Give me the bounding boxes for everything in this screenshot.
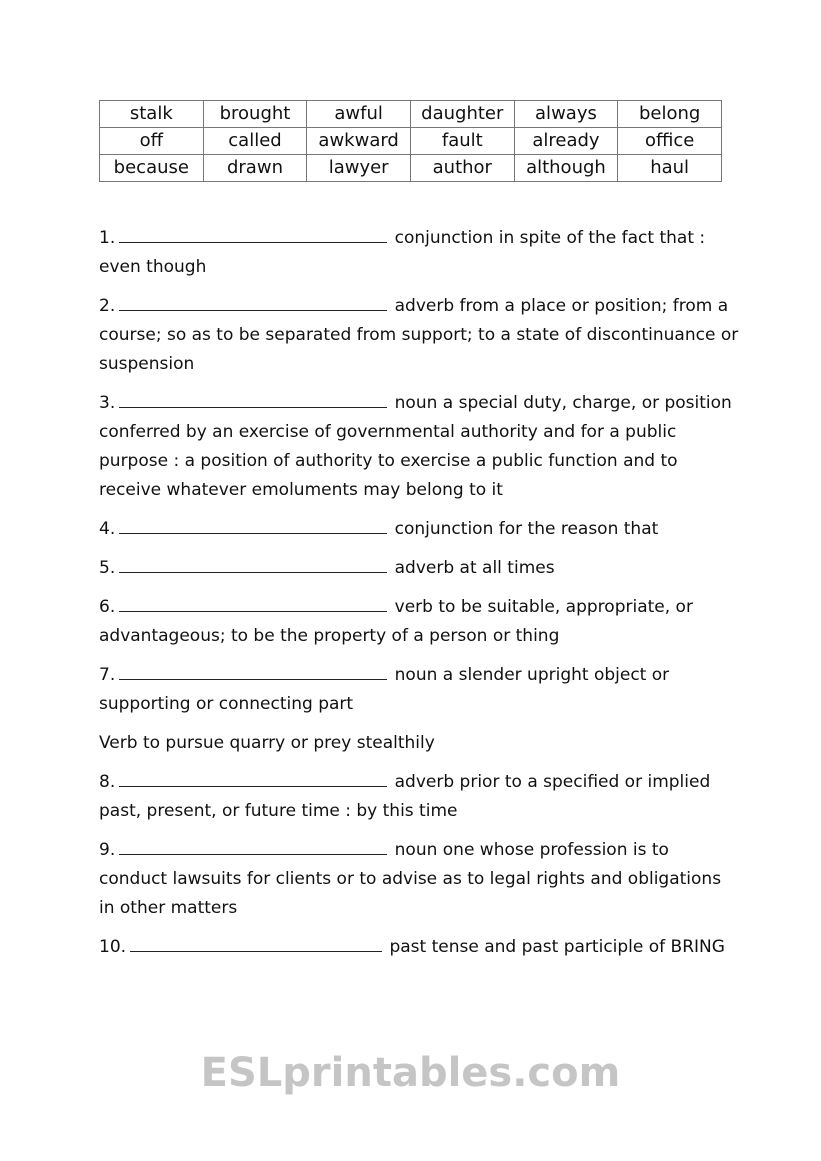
word-cell: brought	[203, 101, 307, 128]
item-definition: conjunction in spite of the fact that : even though	[99, 228, 706, 277]
word-cell: drawn	[203, 155, 307, 182]
answer-blank[interactable]	[119, 594, 387, 612]
answer-blank[interactable]	[119, 516, 387, 534]
exercise-item-2	[99, 292, 739, 379]
word-cell: off	[100, 128, 204, 155]
word-cell: awful	[307, 101, 411, 128]
word-cell: fault	[410, 128, 514, 155]
word-cell: author	[410, 155, 514, 182]
word-bank-table	[99, 100, 722, 182]
exercise-item-8	[99, 768, 739, 826]
item-number: 9.	[99, 840, 116, 860]
exercise-list	[99, 224, 739, 972]
answer-blank[interactable]	[119, 662, 387, 680]
word-cell: belong	[618, 101, 722, 128]
watermark: ESLprintables.com	[200, 1050, 621, 1096]
exercise-item-1	[99, 224, 739, 282]
answer-blank[interactable]	[119, 293, 387, 311]
word-cell: office	[618, 128, 722, 155]
word-cell: always	[514, 101, 618, 128]
exercise-item-7-verb	[99, 729, 739, 758]
item-number: 10.	[99, 937, 127, 957]
answer-blank[interactable]	[119, 225, 387, 243]
item-definition: noun a slender upright object or supporting or connecting part	[99, 665, 670, 714]
exercise-item-4	[99, 515, 739, 544]
word-cell: daughter	[410, 101, 514, 128]
exercise-item-3	[99, 389, 739, 505]
answer-blank[interactable]	[119, 555, 387, 573]
word-cell: awkward	[307, 128, 411, 155]
word-cell: although	[514, 155, 618, 182]
item-number: 2.	[99, 296, 116, 316]
item-number: 3.	[99, 393, 116, 413]
word-cell: haul	[618, 155, 722, 182]
item-definition: verb to be suitable, appropriate, or advantageous; to be the property of a person or thing	[99, 597, 693, 646]
item-number: 5.	[99, 558, 116, 578]
word-bank-row	[100, 101, 722, 128]
exercise-item-5	[99, 554, 739, 583]
answer-blank[interactable]	[119, 837, 387, 855]
word-cell: stalk	[100, 101, 204, 128]
item-number: 6.	[99, 597, 116, 617]
answer-blank[interactable]	[119, 769, 387, 787]
item-number: 4.	[99, 519, 116, 539]
item-definition: adverb at all times	[394, 558, 555, 578]
exercise-item-7	[99, 661, 739, 719]
item-definition: conjunction for the reason that	[394, 519, 659, 539]
item-definition: past tense and past participle of BRING	[389, 937, 725, 957]
item-definition: adverb prior to a specified or implied past, present, or future time : by this time	[99, 772, 711, 821]
exercise-item-10	[99, 933, 739, 962]
answer-blank[interactable]	[130, 934, 382, 952]
word-cell: lawyer	[307, 155, 411, 182]
word-cell: called	[203, 128, 307, 155]
item-number: 7.	[99, 665, 116, 685]
item-definition: noun a special duty, charge, or position conferred by an exercise of governmental authority and for a public purpose : a position of authority to exercise a public function and to receive whatever emoluments may belong to it	[99, 393, 732, 500]
item-definition: adverb from a place or position; from a course; so as to be separated from support; to a state of discontinuance or suspension	[99, 296, 739, 374]
exercise-item-9	[99, 836, 739, 923]
item-number: 1.	[99, 228, 116, 248]
item-definition: Verb to pursue quarry or prey stealthily	[99, 733, 435, 753]
item-number: 8.	[99, 772, 116, 792]
exercise-item-6	[99, 593, 739, 651]
word-cell: because	[100, 155, 204, 182]
answer-blank[interactable]	[119, 390, 387, 408]
word-bank-row	[100, 128, 722, 155]
item-definition: noun one whose profession is to conduct lawsuits for clients or to advise as to legal rights and obligations in other matters	[99, 840, 722, 918]
word-bank-row	[100, 155, 722, 182]
word-cell: already	[514, 128, 618, 155]
